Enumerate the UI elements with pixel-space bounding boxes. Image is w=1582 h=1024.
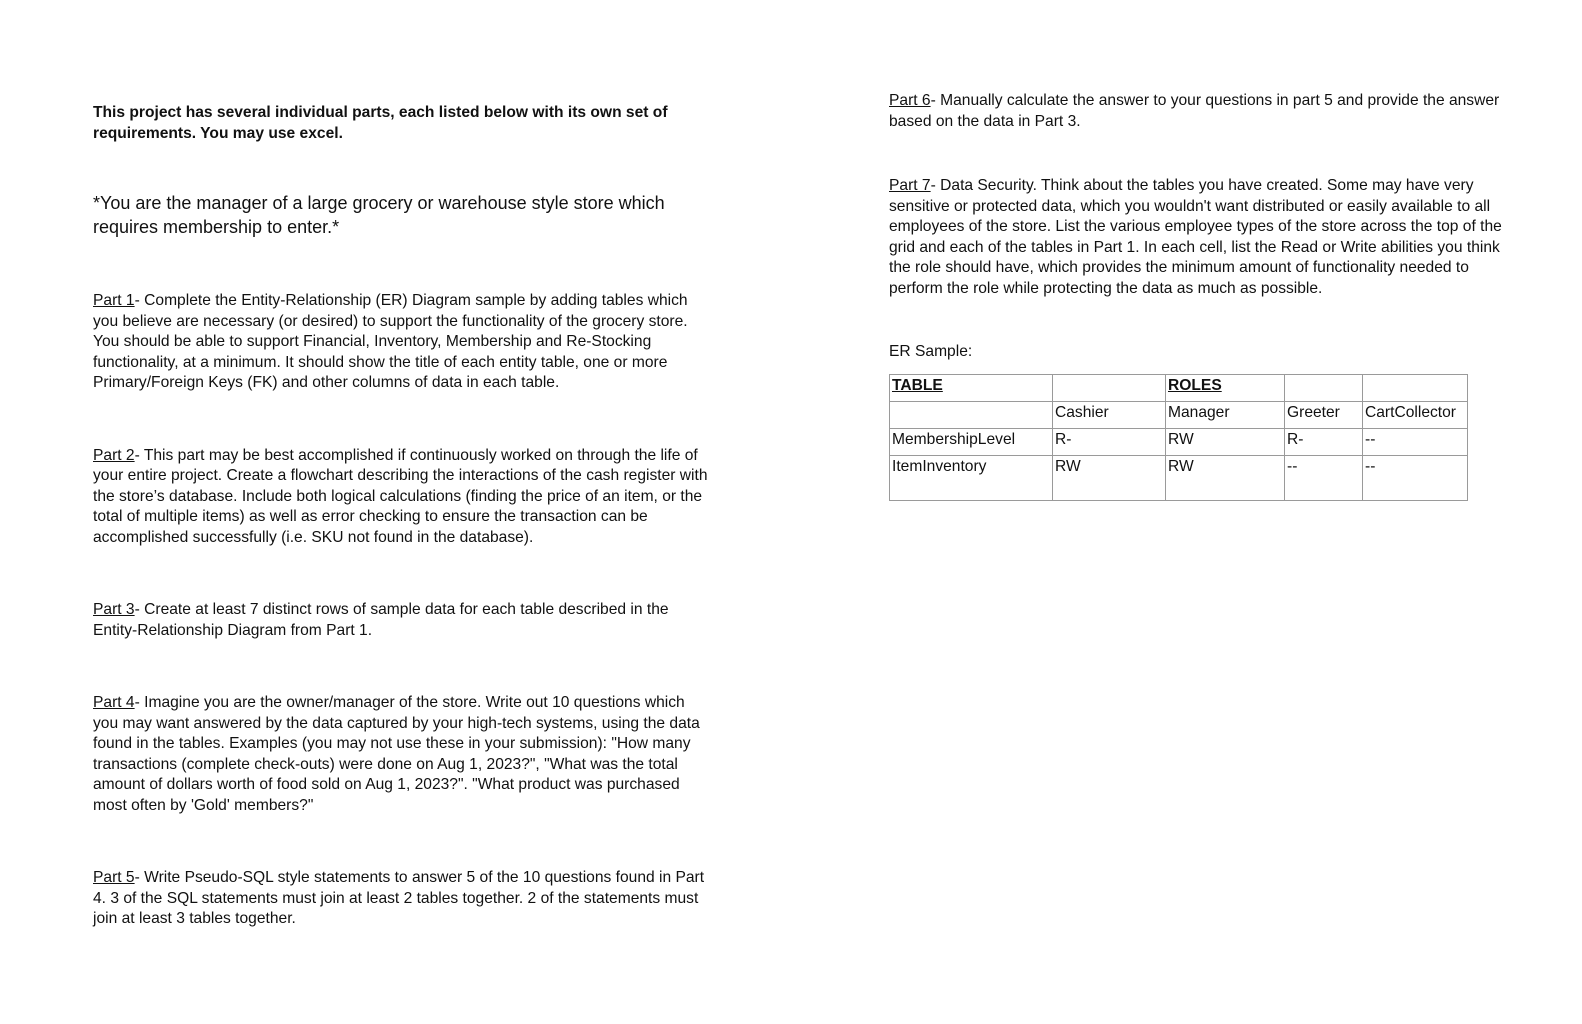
part-4 bbox=[93, 693, 713, 816]
part-1-text: - Complete the Entity-Relationship (ER) Diagram sample by adding tables which you believe are necessary (or desired) to support the functionality of the grocery store. You should be able to support Financial, Inventory, Membership and Re-Stocking functionality, at a minimum. It should show the title of each entity table, one or more Primary/Foreign Keys (FK) and other columns of data in each table. bbox=[93, 292, 688, 391]
right-column bbox=[889, 91, 1509, 501]
roles-row bbox=[890, 402, 1468, 429]
table-cell: -- bbox=[1363, 429, 1468, 456]
part-1-label: Part 1 bbox=[93, 292, 135, 309]
empty-cell bbox=[1053, 375, 1166, 402]
part-3-label: Part 3 bbox=[93, 601, 135, 618]
left-column bbox=[93, 102, 713, 930]
part-7 bbox=[889, 176, 1509, 299]
part-4-text: - Imagine you are the owner/manager of the store. Write out 10 questions which you may want answered by the data captured by your high-tech systems, using the data found in the tables. Examples (you may not use these in your submission): "How many transactions (complete check-outs) were done on Aug 1, 2023?", "What was the total amount of dollars worth of food sold on Aug 1, 2023?". "What product was purchased most often by 'Gold' members?" bbox=[93, 694, 700, 814]
part-2 bbox=[93, 446, 713, 549]
intro-text: This project has several individual parts, each listed below with its own set of requirements. You may use excel. bbox=[93, 104, 668, 142]
part-5-text: - Write Pseudo-SQL style statements to answer 5 of the 10 questions found in Part 4. 3 of the SQL statements must join at least 2 tables together. 2 of the statements must join at least 3 tables together. bbox=[93, 869, 705, 927]
er-sample-table bbox=[889, 374, 1468, 501]
header-table-cell bbox=[890, 375, 1053, 402]
part-5-label: Part 5 bbox=[93, 869, 135, 886]
table-row bbox=[890, 456, 1468, 501]
part-6 bbox=[889, 91, 1509, 132]
part-2-text: - This part may be best accomplished if continuously worked on through the life of your entire project. Create a flowchart describing the interactions of the cash register with the store’s database. Include both logical calculations (finding the price of an item, or the total of multiple items) as well as error checking to ensure the transaction can be accomplished successfully (i.e. SKU not found in the database). bbox=[93, 446, 708, 546]
part-5 bbox=[93, 868, 713, 930]
part-1 bbox=[93, 291, 713, 394]
empty-cell bbox=[890, 402, 1053, 429]
table-cell: RW bbox=[1053, 456, 1166, 501]
row-name: MembershipLevel bbox=[890, 429, 1053, 456]
empty-cell bbox=[1285, 375, 1363, 402]
table-cell: R- bbox=[1285, 429, 1363, 456]
part-7-label: Part 7 bbox=[889, 177, 931, 194]
part-2-label: Part 2 bbox=[93, 446, 135, 464]
table-row bbox=[890, 429, 1468, 456]
table-cell: -- bbox=[1285, 456, 1363, 501]
part-6-label: Part 6 bbox=[889, 92, 931, 109]
role-greeter: Greeter bbox=[1285, 402, 1363, 429]
part-3-text: - Create at least 7 distinct rows of sample data for each table described in the Entity-Relationship Diagram from Part 1. bbox=[93, 601, 669, 639]
table-cell: R- bbox=[1053, 429, 1166, 456]
er-sample-label: ER Sample: bbox=[889, 343, 973, 360]
part-7-text: - Data Security. Think about the tables you have created. Some may have very sensitive or protected data, which you wouldn't want distributed or easily available to all employees of the store. List the various employee types of the store across the top of the grid and each of the tables in Part 1. In each cell, list the Read or Write abilities you think the role should have, which provides the minimum amount of functionality needed to perform the role while protecting the data as much as possible. bbox=[889, 177, 1502, 297]
scenario-text: *You are the manager of a large grocery or warehouse style store which requires membership to enter.* bbox=[93, 193, 665, 237]
part-6-text: - Manually calculate the answer to your questions in part 5 and provide the answer based on the data in Part 3. bbox=[889, 92, 1500, 130]
table-cell: -- bbox=[1363, 456, 1468, 501]
part-3 bbox=[93, 600, 713, 641]
header-table-label: TABLE bbox=[892, 377, 943, 394]
role-cashier: Cashier bbox=[1053, 402, 1166, 429]
header-roles-cell bbox=[1166, 375, 1285, 402]
table-cell: RW bbox=[1166, 429, 1285, 456]
header-roles-label: ROLES bbox=[1168, 377, 1222, 394]
role-cartcollector: CartCollector bbox=[1363, 402, 1468, 429]
part-4-label: Part 4 bbox=[93, 694, 135, 711]
table-cell: RW bbox=[1166, 456, 1285, 501]
row-name: ItemInventory bbox=[890, 456, 1053, 501]
empty-cell bbox=[1363, 375, 1468, 402]
role-manager: Manager bbox=[1166, 402, 1285, 429]
table-header-row bbox=[890, 375, 1468, 402]
